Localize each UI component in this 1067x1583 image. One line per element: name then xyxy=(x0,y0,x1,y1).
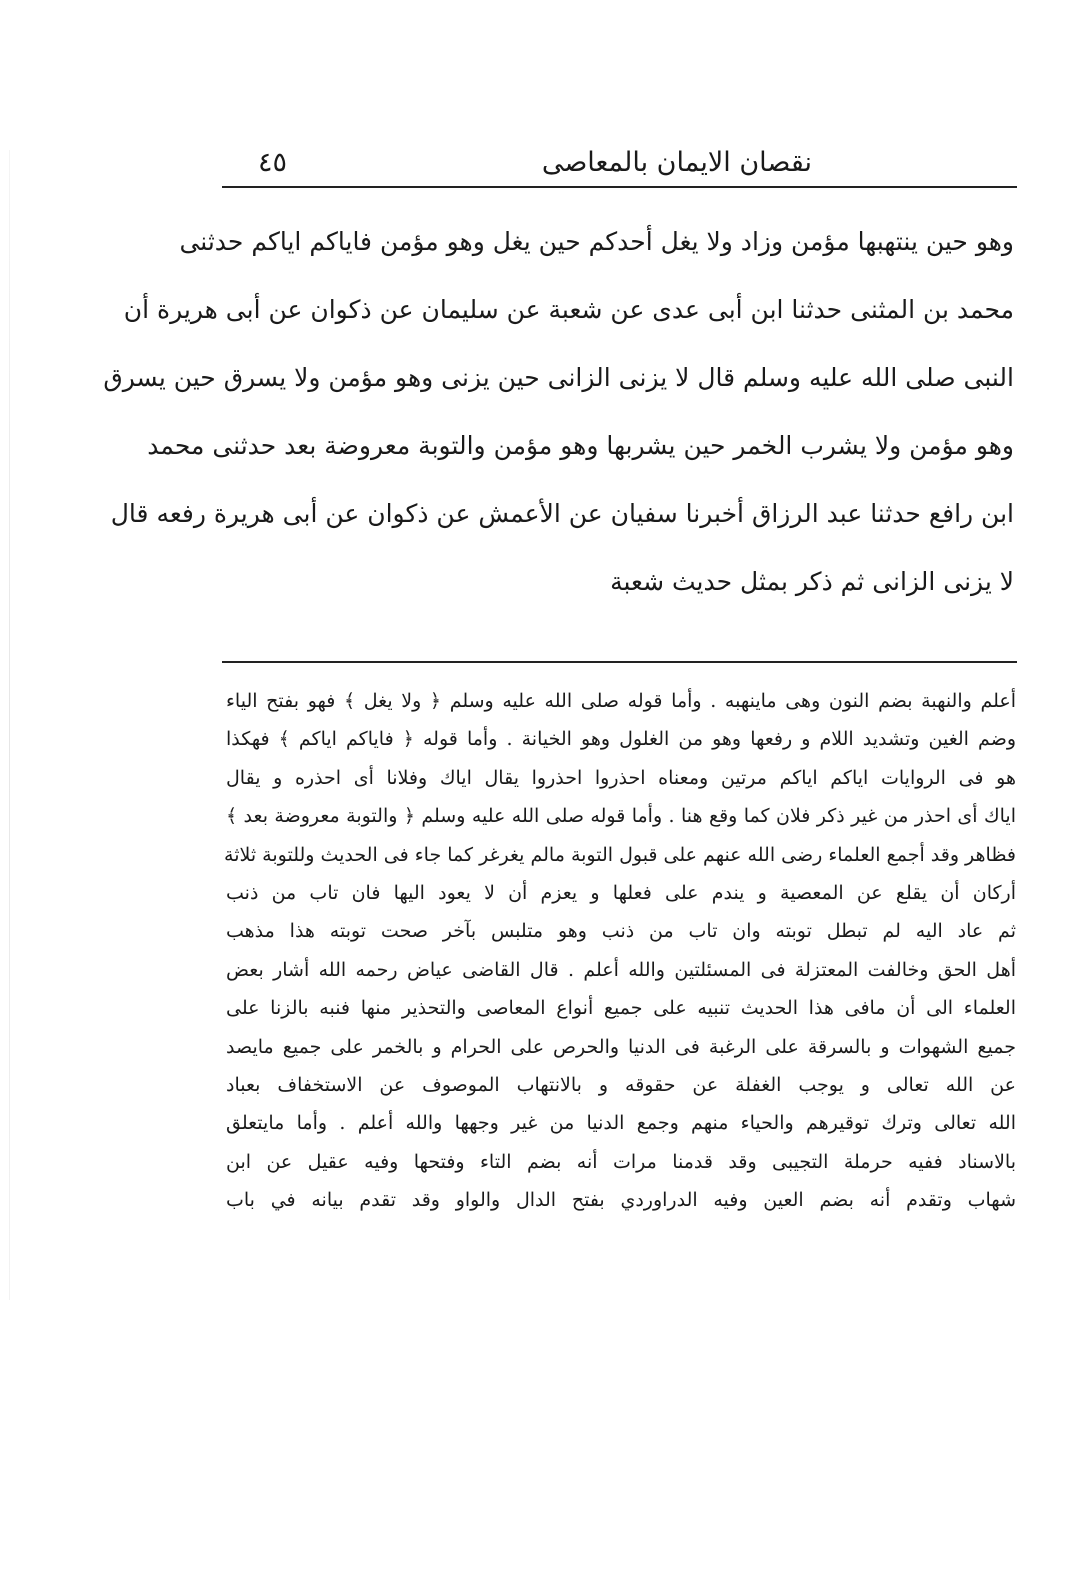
scan-edge-mark xyxy=(9,150,10,1300)
commentary-line: شهاب وتقدم أنه بضم العين وفيه الدراوردي بفتح الدال والواو وقد تقدم بيانه في باب xyxy=(226,1189,1016,1212)
hadith-line: لا يزنى الزانى ثم ذكر بمثل حديث شعبة xyxy=(610,567,1014,596)
commentary-line: هو فى الروايات اياكم اياكم مرتين ومعناه احذروا احذروا يقال اياك وفلانا أى احذره و يقال xyxy=(226,766,1016,789)
commentary-line: وضم الغين وتشديد اللام و رفعها وهو من الغلول وهو الخيانة . وأما قوله ﴿ فاياكم اياكم ﴾ فهكذا xyxy=(226,728,1016,751)
hadith-line: ابن رافع حدثنا عبد الرزاق أخبرنا سفيان عن الأعمش عن ذكوان عن أبى هريرة رفعه قال xyxy=(110,499,1014,528)
commentary-line: أركان أن يقلع عن المعصية و يندم على فعلها و يعزم أن لا يعود اليها فان تاب من ذنب xyxy=(226,881,1016,904)
hadith-line: وهو حين ينتهبها مؤمن وزاد ولا يغل أحدكم حين يغل وهو مؤمن فاياكم اياكم حدثنى xyxy=(179,227,1014,256)
commentary-line: فظاهر وقد أجمع العلماء رضى الله عنهم على قبول التوبة مالم يغرغر كما جاء فى الحديث وللتوبة ثلاثة xyxy=(224,843,1016,866)
commentary-line: اياك أى احذر من غير ذكر فلان كما وقع هنا . وأما قوله صلى الله عليه وسلم ﴿ والتوبة معروضة بعد ﴾ xyxy=(226,805,1016,828)
commentary-line: أعلم والنهبة بضم النون وهى ماينهبه . وأما قوله صلى الله عليه وسلم ﴿ ولا يغل ﴾ فهو بفتح الياء xyxy=(226,690,1016,712)
hadith-line: محمد بن المثنى حدثنا ابن أبى عدى عن شعبة عن سليمان عن ذكوان عن أبى هريرة أن xyxy=(123,295,1014,324)
commentary-line: الله تعالى وترك توقيرهم والحياء منهم وجمع الدنيا من غير وجهها والله أعلم . وأما مايتعلق xyxy=(226,1112,1016,1135)
section-divider xyxy=(222,661,1017,663)
commentary-text-block xyxy=(226,682,1016,1219)
commentary-line: أهل الحق وخالفت المعتزلة فى المسئلتين والله أعلم . قال القاضى عياض رحمه الله أشار بعض xyxy=(226,958,1016,981)
commentary-line: جميع الشهوات و بالسرقة على الرغبة فى الدنيا والحرص على الحرام و بالخمر على جميع مايصد xyxy=(226,1035,1016,1058)
commentary-line: بالاسناد ففيه حرملة التجيبى وقد قدمنا مرات أنه بضم التاء وفتحها وفيه عقيل عن ابن xyxy=(226,1150,1016,1173)
page-header xyxy=(222,140,1017,186)
hadith-text-block xyxy=(103,208,1014,616)
hadith-line: وهو مؤمن ولا يشرب الخمر حين يشربها وهو مؤمن والتوبة معروضة بعد حدثنى محمد xyxy=(147,431,1014,460)
commentary-line: عن الله تعالى و يوجب الغفلة عن حقوقه و بالانتهاب الموصوف عن الاستخفاف بعباد xyxy=(226,1073,1016,1096)
commentary-line: العلماء الى أن مافى هذا الحديث تنبيه على جميع أنواع المعاصى والتحذير منها فنبه بالزنا على xyxy=(226,997,1016,1020)
page-number: ٤٥ xyxy=(258,147,288,178)
header-divider xyxy=(222,186,1017,188)
page-title: نقصان الايمان بالمعاصى xyxy=(541,147,812,178)
hadith-line: النبى صلى الله عليه وسلم قال لا يزنى الزانى حين يزنى وهو مؤمن ولا يسرق حين يسرق xyxy=(103,363,1014,392)
commentary-line: ثم عاد اليه لم تبطل توبته وان تاب من ذنب وهو متلبس بآخر صحت توبته هذا مذهب xyxy=(226,920,1016,943)
